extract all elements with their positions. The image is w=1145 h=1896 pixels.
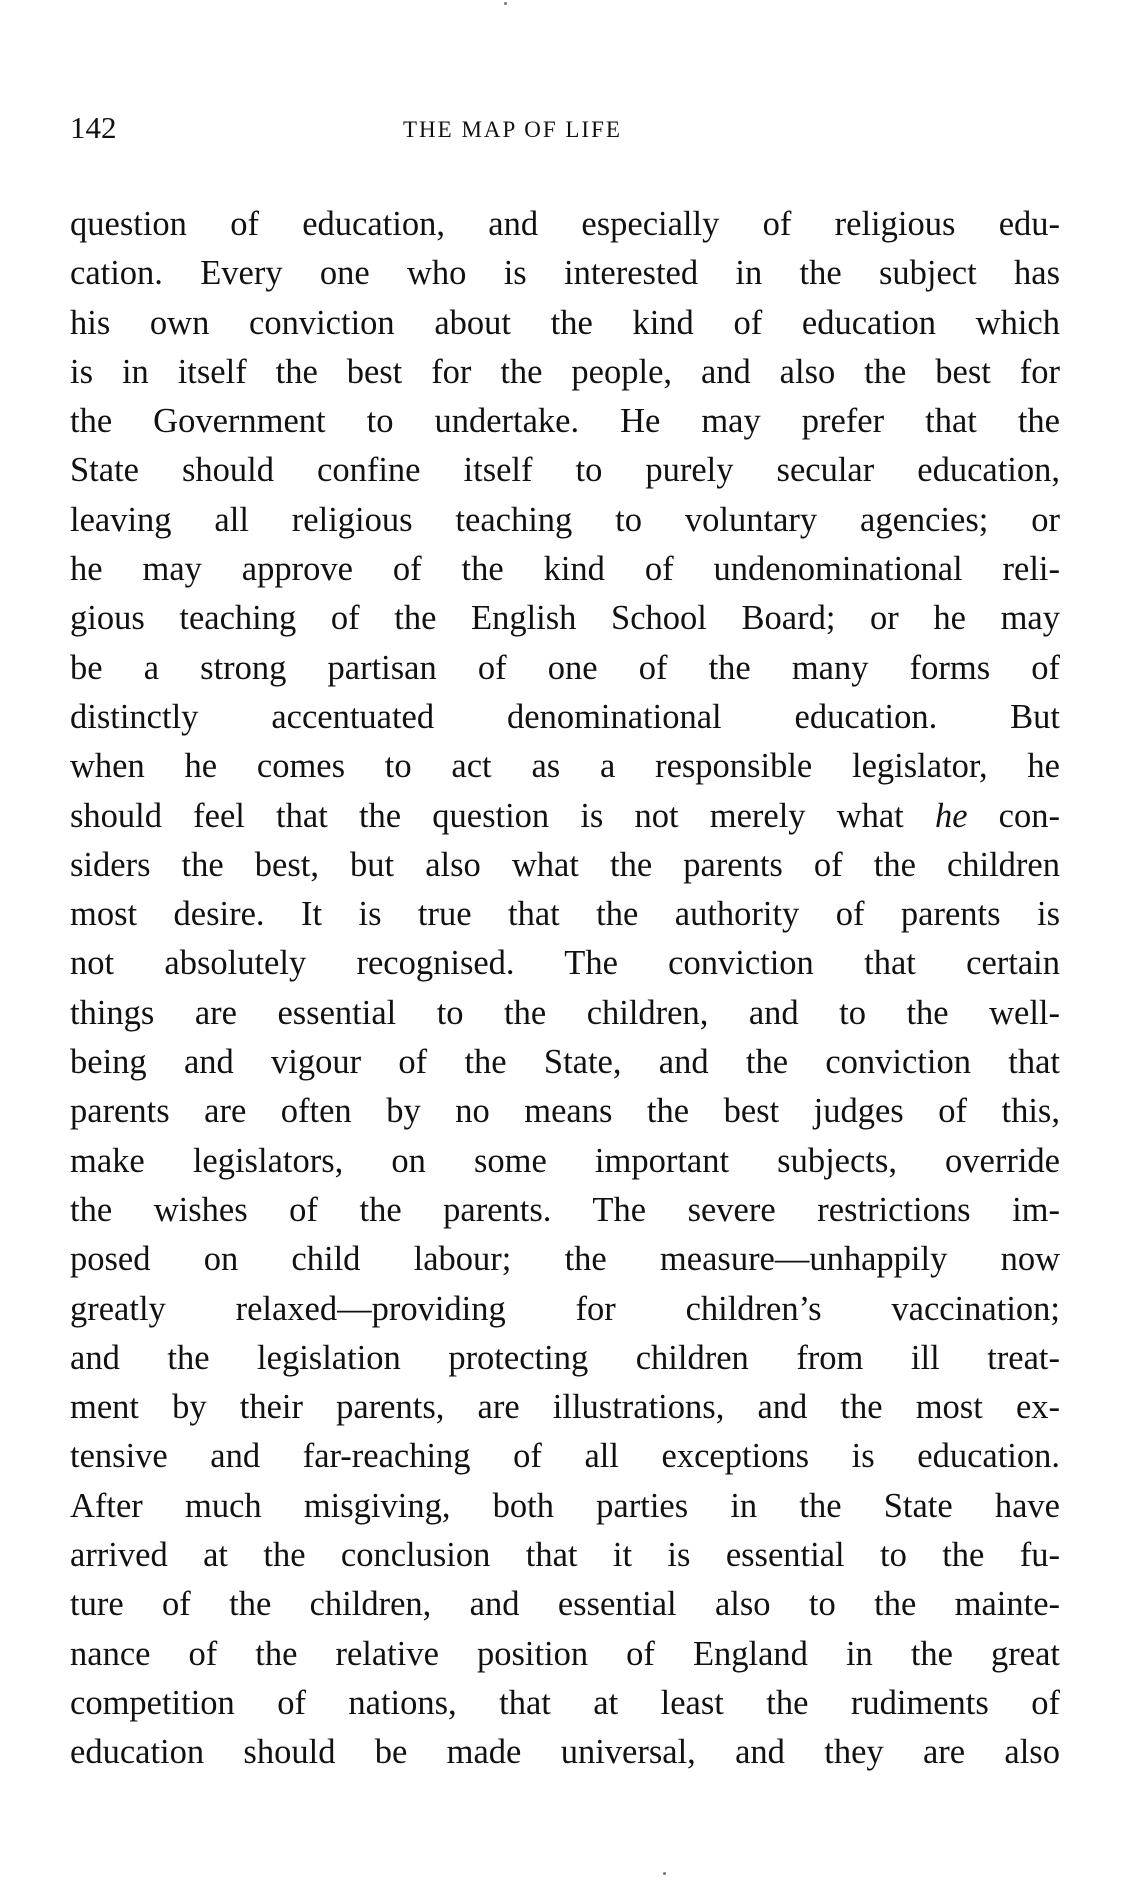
running-head: THE MAP OF LIFE — [403, 117, 622, 142]
text-line: he may approve of the kind of undenominational reli- — [70, 550, 1060, 589]
text-line: the wishes of the parents. The severe restrictions im- — [70, 1190, 1060, 1229]
text-line: and the legislation protecting children from ill treat- — [70, 1338, 1060, 1377]
text-line: nance of the relative position of England in the great — [70, 1634, 1060, 1673]
page-number: 142 — [70, 110, 117, 145]
text-line: not absolutely recognised. The conviction that certain — [70, 944, 1060, 983]
text-line: parents are often by no means the best judges of this, — [70, 1092, 1060, 1131]
text-segment: con- — [967, 796, 1060, 835]
text-line: his own conviction about the kind of education which — [70, 303, 1060, 342]
text-line: the Government to undertake. He may prefer that the — [70, 402, 1060, 441]
text-line: arrived at the conclusion that it is essential to the fu- — [70, 1536, 1060, 1575]
text-line: tensive and far-reaching of all exceptions is education. — [70, 1437, 1060, 1476]
page-header — [70, 108, 1070, 148]
text-line: is in itself the best for the people, and also the best for — [70, 352, 1060, 391]
text-line: education should be made universal, and they are also — [70, 1733, 1060, 1772]
text-line: posed on child labour; the measure—unhappily now — [70, 1240, 1060, 1279]
text-line: ture of the children, and essential also to the mainte- — [70, 1585, 1060, 1624]
text-line: siders the best, but also what the parents of the children — [70, 845, 1060, 884]
text-line: gious teaching of the English School Board; or he may — [70, 599, 1060, 638]
text-line: make legislators, on some important subjects, override — [70, 1141, 1060, 1180]
text-line: greatly relaxed—providing for children’s vaccination; — [70, 1289, 1060, 1328]
text-line: leaving all religious teaching to voluntary agencies; or — [70, 500, 1060, 539]
emphasized-word: he — [934, 796, 968, 835]
text-line — [70, 792, 1060, 841]
text-line: question of education, and especially of religious edu- — [70, 205, 1060, 243]
text-line: competition of nations, that at least the rudiments of — [70, 1683, 1060, 1722]
text-line: when he comes to act as a responsible legislator, he — [70, 747, 1060, 786]
text-line: cation. Every one who is interested in the subject has — [70, 254, 1060, 293]
body-text — [70, 200, 1060, 1778]
text-line: After much misgiving, both parties in the State have — [70, 1486, 1060, 1525]
scan-speck — [504, 2, 507, 5]
text-line: most desire. It is true that the authority of parents is — [70, 895, 1060, 934]
text-line: things are essential to the children, and to the well- — [70, 993, 1060, 1032]
text-line: being and vigour of the State, and the conviction that — [70, 1043, 1060, 1082]
scan-speck — [663, 1872, 666, 1875]
text-line: distinctly accentuated denominational education. But — [70, 697, 1060, 736]
text-line: ment by their parents, are illustrations, and the most ex- — [70, 1388, 1060, 1427]
text-segment: should feel that the question is not merely what — [70, 796, 935, 835]
text-line: be a strong partisan of one of the many forms of — [70, 648, 1060, 687]
text-line: State should confine itself to purely secular education, — [70, 451, 1060, 490]
